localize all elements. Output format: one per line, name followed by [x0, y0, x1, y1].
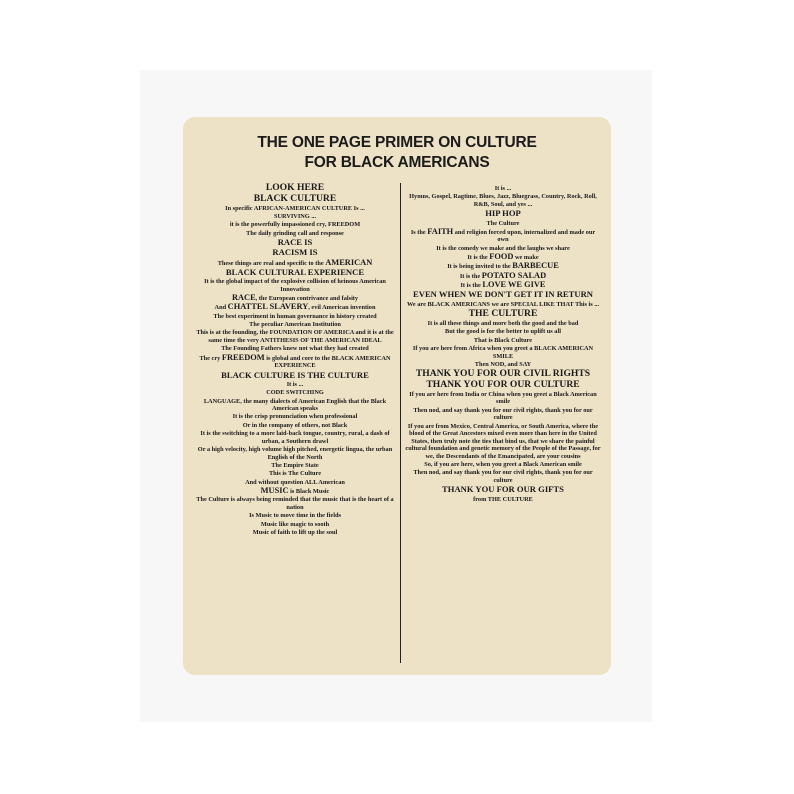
line-text: Is the — [410, 228, 428, 236]
line-text: Then NOD, and SAY — [474, 360, 532, 368]
right-column-line — [405, 272, 601, 281]
line-text: SURVIVING ... — [273, 212, 317, 220]
line-text: CODE SWITCHING — [266, 389, 324, 397]
line-text: EVEN WHEN WE DON'T GET IT IN RETURN — [413, 289, 593, 300]
left-column-line — [195, 303, 395, 312]
left-column-line — [195, 278, 395, 293]
right-column-line — [405, 369, 601, 379]
left-column-line — [195, 479, 395, 487]
left-column-line — [195, 238, 395, 248]
title-line-2: FOR BLACK AMERICANS — [304, 154, 490, 171]
line-text: The Founding Fathers knew not what they had created — [221, 345, 369, 353]
left-column-line — [195, 487, 395, 496]
line-text: BLACK CULTURE IS THE CULTURE — [221, 369, 369, 380]
line-text: These things are real and specific to the — [217, 259, 326, 267]
line-text: It is the crisp pronunciation when professional — [232, 413, 358, 421]
right-column-line — [405, 485, 601, 495]
left-column-line — [195, 294, 395, 303]
emphasis-text: FAITH — [427, 226, 454, 236]
left-column-line — [195, 462, 395, 470]
left-column-line — [195, 354, 395, 370]
line-text: BLACK CULTURE — [253, 192, 337, 204]
line-text: But the good is for the better to uplift us all — [445, 328, 561, 336]
left-column-line — [195, 381, 395, 389]
left-column-line — [195, 259, 395, 268]
line-text: Then nod, and say thank you for our civil rights, thank you for our culture — [413, 469, 593, 484]
emphasis-text: FREEDOM — [221, 352, 265, 362]
left-column-line — [195, 398, 395, 413]
line-text: It is the — [467, 254, 490, 262]
line-text: LANGUAGE, the many dialects of American English that the Black American speaks — [203, 397, 387, 413]
line-text: is global and core to the BLACK AMERICAN EXPERIENCE — [264, 354, 391, 370]
line-text: It is ... — [286, 380, 304, 388]
line-text: The peculiar American Institution — [249, 321, 341, 329]
line-text: If you are here from Africa when you greet a BLACK AMERICAN SMILE — [412, 344, 594, 360]
line-text: If you are here from India or China when you greet a Black American smile — [409, 390, 597, 406]
left-column-line — [195, 446, 395, 461]
left-column-line — [195, 248, 395, 258]
right-column-line — [405, 253, 601, 262]
line-text: THANK YOU FOR OUR CIVIL RIGHTS — [415, 368, 591, 380]
line-text: The Culture is always being reminded that the music that is the heart of a nation — [196, 496, 394, 511]
line-text: BLACK CULTURAL EXPERIENCE — [225, 266, 365, 277]
column-divider — [400, 183, 401, 663]
line-text: In specific AFRICAN-AMERICAN CULTURE Is ... — [225, 204, 365, 212]
line-text: It is the — [459, 272, 482, 280]
line-text: RACE IS — [277, 236, 313, 247]
left-column-line — [195, 430, 395, 445]
left-column-line — [195, 529, 395, 537]
left-column-line — [195, 329, 395, 344]
right-column-line — [405, 209, 601, 219]
line-text: it is the powerfully impassioned cry, FREEDOM — [229, 221, 361, 229]
line-text: It is all these things and more both the good and the bad — [427, 319, 579, 327]
title-line-1: THE ONE PAGE PRIMER ON CULTURE — [257, 134, 537, 151]
poster-card — [183, 117, 611, 675]
line-text: Hymns, Gospel, Ragtime, Blues, Jazz, Bluegrass, Country, Rock, Roll, R&B, Soul, and yes ... — [409, 193, 597, 208]
line-text: That is Black Culture — [473, 336, 533, 344]
line-text: It is the — [460, 282, 483, 290]
emphasis-text: FOOD — [489, 252, 514, 262]
line-text: It is ... — [494, 185, 512, 192]
left-column-line — [195, 371, 395, 381]
line-text: It is being invited to the — [447, 263, 513, 271]
emphasis-text: RACE — [231, 293, 256, 303]
left-column-line — [195, 221, 395, 229]
line-text: THE CULTURE — [468, 308, 538, 320]
right-column-line — [405, 320, 601, 328]
right-column — [405, 185, 601, 504]
line-text: from THE CULTURE — [473, 495, 533, 503]
line-text: Is Music to move time in the fields — [249, 512, 341, 520]
line-text: , evil American invention — [308, 304, 376, 312]
line-text: Or in the company of others, not Black — [242, 421, 348, 429]
right-column-line — [405, 290, 601, 300]
right-column-line — [405, 309, 601, 319]
left-column-line — [195, 422, 395, 430]
line-text: RACISM IS — [272, 247, 318, 258]
left-column-line — [195, 521, 395, 529]
line-text: we make — [513, 254, 539, 262]
left-column-line — [195, 194, 395, 204]
line-text: If you are from Mexico, Central America, or South America, where the blood of the Great Ancestors mixed even more than here in the United States, then truly note the ties that bind us, that we share the painful cultural foundation and genetic memory of the People of the Passage, for we, the Descendants of the Emancipated, are your cousins — [405, 422, 601, 460]
line-text: The daily grinding call and response — [246, 229, 344, 237]
line-text: The Culture — [486, 219, 520, 227]
line-text: Or a high velocity, high volume high pitched, energetic lingua, the urban English of the North — [197, 446, 393, 461]
line-text: It is the comedy we make and the laughs we share — [436, 244, 570, 252]
line-text: The cry — [199, 354, 222, 362]
right-column-line — [405, 193, 601, 208]
left-column-line — [195, 389, 395, 397]
right-column-line — [405, 496, 601, 504]
emphasis-text: MUSIC — [260, 485, 289, 495]
line-text: , the European contrivance and falsity — [255, 295, 359, 303]
line-text: So, if you are here, when you greet a Black American smile — [424, 461, 582, 469]
line-text: Then nod, and say thank you for our civil rights, thank you for our culture — [413, 406, 593, 422]
line-text: THANK YOU FOR OUR GIFTS — [442, 484, 564, 495]
right-column-line — [405, 262, 601, 271]
line-text: This is The Culture — [268, 470, 322, 478]
right-column-line — [405, 228, 601, 244]
left-column-line — [195, 183, 395, 193]
left-column-line — [195, 268, 395, 278]
right-column-line — [405, 423, 601, 461]
right-column-line — [405, 337, 601, 345]
right-column-line — [405, 345, 601, 360]
left-column-line — [195, 470, 395, 478]
line-text: And — [214, 304, 228, 312]
left-column-line — [195, 205, 395, 213]
line-text: It is the global impact of the explosive collision of heinous American Innovation — [204, 278, 386, 293]
line-text: Music of faith to lift up the soul — [252, 528, 338, 536]
line-text: This is at the founding, the FOUNDATION OF AMERICA and it is at the same time the very ANTITHESIS OF THE AMERICAN IDEAL — [196, 329, 394, 345]
line-text: And without question ALL American — [245, 478, 345, 486]
line-text: LOOK HERE — [265, 182, 325, 193]
emphasis-text: BARBECUE — [512, 261, 559, 271]
right-column-line — [405, 461, 601, 469]
emphasis-text: AMERICAN — [325, 257, 373, 267]
line-text: The Empire State — [271, 461, 319, 469]
right-column-line — [405, 185, 601, 193]
right-column-line — [405, 469, 601, 484]
left-column-line — [195, 413, 395, 421]
line-text: The best experiment in human governance in history created — [213, 312, 377, 320]
line-text: It is the switching to a more laid-back tongue, country, rural, a dash of urban, a Southern drawl — [200, 430, 390, 445]
line-text: Music like magic to sooth — [260, 520, 330, 528]
left-column-line — [195, 512, 395, 520]
left-column-line — [195, 313, 395, 321]
right-column-line — [405, 407, 601, 422]
right-column-line — [405, 391, 601, 406]
left-column-line — [195, 496, 395, 511]
right-column-line — [405, 380, 601, 390]
right-column-line — [405, 328, 601, 336]
left-column — [195, 183, 395, 537]
line-text: We are BLACK AMERICANS we are SPECIAL LIKE THAT This is ... — [406, 300, 600, 308]
emphasis-text: POTATO SALAD — [481, 270, 547, 280]
emphasis-text: CHATTEL SLAVERY — [227, 302, 309, 312]
emphasis-text: LOVE WE GIVE — [482, 280, 546, 290]
line-text: is Black Music — [288, 487, 330, 495]
line-text: and religion forced upon, internalized and made our own — [453, 228, 596, 244]
right-column-line — [405, 281, 601, 290]
line-text: THANK YOU FOR OUR CULTURE — [426, 378, 580, 390]
left-column-line — [195, 321, 395, 329]
left-column-line — [195, 213, 395, 221]
page-title — [183, 133, 611, 173]
line-text: HIP HOP — [485, 208, 521, 219]
